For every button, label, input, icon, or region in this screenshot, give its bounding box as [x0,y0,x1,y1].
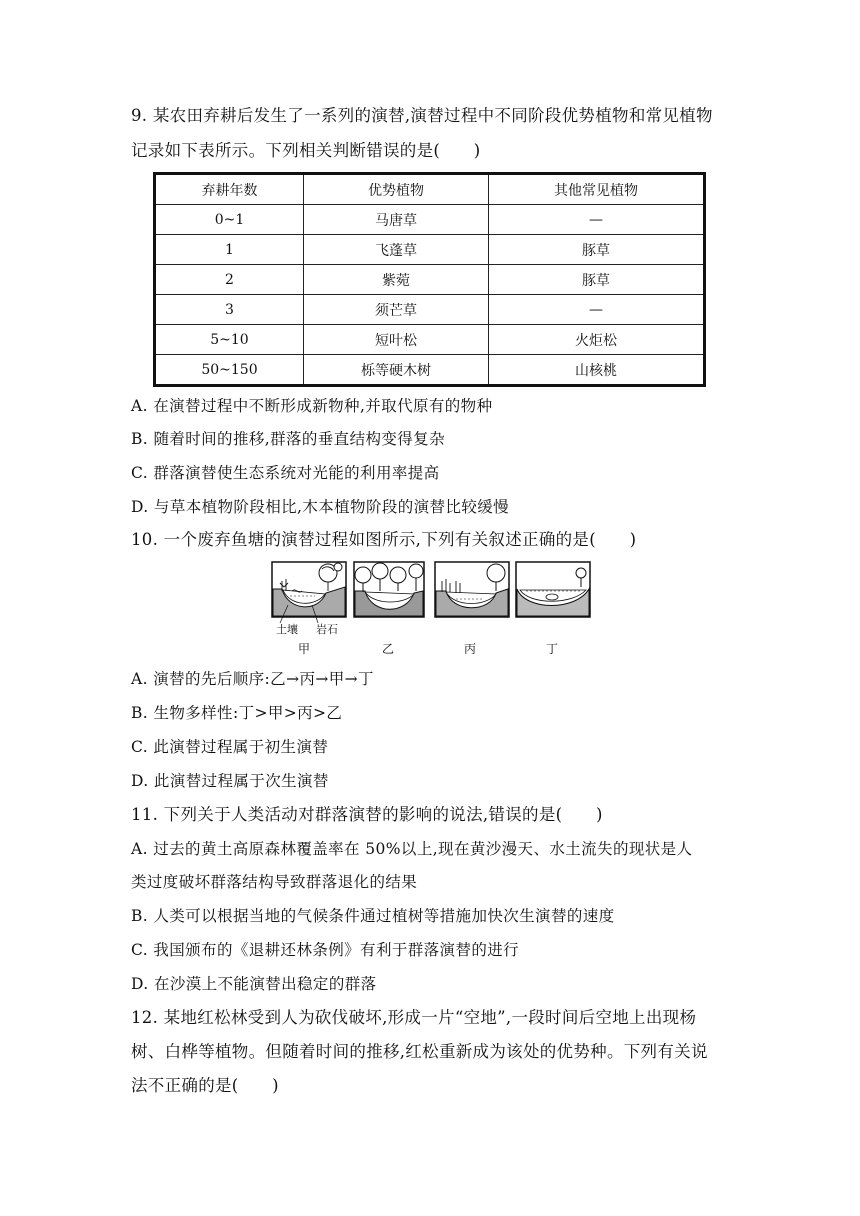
table-cell: 1 [155,235,304,265]
table-header-cell: 弃耕年数 [155,174,304,205]
panel-label-jia: 甲 [298,642,311,656]
table-cell: 豚草 [489,235,705,265]
q10-option-c: C. 此演替过程属于初生演替 [131,738,329,756]
panel-ding [516,562,590,617]
table-cell: — [489,295,705,325]
label-soil: 土壤 [276,624,298,636]
table-cell: 短叶松 [304,325,489,355]
table-cell: 50~150 [155,355,304,386]
q11-option-a: A. 过去的黄土高原森林覆盖率在 50%以上,现在黄沙漫天、水土流失的现状是人 [131,840,693,858]
q11-option-b: B. 人类可以根据当地的气候条件通过植树等措施加快次生演替的速度 [131,907,615,925]
table-cell: 紫菀 [304,265,489,295]
table-header-row [155,174,705,205]
q10-option-d: D. 此演替过程属于次生演替 [131,772,329,790]
table-row [155,235,705,265]
q12-stem-line3: 法不正确的是( ) [131,1076,279,1095]
q10-option-b: B. 生物多样性:丁>甲>丙>乙 [131,704,343,722]
table-row [155,355,705,386]
pond-succession-figure [270,561,592,657]
table-cell: — [489,205,705,235]
q12-stem-line2: 树、白桦等植物。但随着时间的推移,红松重新成为该处的优势种。下列有关说 [131,1042,708,1061]
q9-option-c: C. 群落演替使生态系统对光能的利用率提高 [131,464,440,482]
q9-option-d: D. 与草本植物阶段相比,木本植物阶段的演替比较缓慢 [131,498,510,516]
table-row [155,325,705,355]
q9-option-a: A. 在演替过程中不断形成新物种,并取代原有的物种 [131,397,493,415]
table-cell: 山核桃 [489,355,705,386]
table-row [155,265,705,295]
table-cell: 2 [155,265,304,295]
table-row [155,295,705,325]
table-cell: 3 [155,295,304,325]
q9-stem-line1: 9. 某农田弃耕后发生了一系列的演替,演替过程中不同阶段优势植物和常见植物 [131,106,713,125]
q9-stem-line2: 记录如下表所示。下列相关判断错误的是( ) [131,141,481,160]
table-row [155,205,705,235]
table-cell: 飞蓬草 [304,235,489,265]
succession-table [153,172,706,387]
q11-option-a-cont: 类过度破坏群落结构导致群落退化的结果 [131,873,418,891]
table-cell: 马唐草 [304,205,489,235]
panel-bing [435,562,509,617]
q12-stem-line1: 12. 某地红松林受到人为砍伐破坏,形成一片“空地”,一段时间后空地上出现杨 [131,1008,697,1027]
q11-option-c: C. 我国颁布的《退耕还林条例》有利于群落演替的进行 [131,941,520,959]
table-header-cell: 其他常见植物 [489,174,705,205]
table-cell: 豚草 [489,265,705,295]
table-header-cell: 优势植物 [304,174,489,205]
q11-stem: 11. 下列关于人类活动对群落演替的影响的说法,错误的是( ) [131,805,603,824]
table-cell: 栎等硬木树 [304,355,489,386]
table-cell: 火炬松 [489,325,705,355]
q9-option-b: B. 随着时间的推移,群落的垂直结构变得复杂 [131,430,445,448]
panel-label-bing: 丙 [464,642,477,656]
table-cell: 0~1 [155,205,304,235]
panel-label-ding: 丁 [546,642,559,656]
table-cell: 5~10 [155,325,304,355]
panel-label-yi: 乙 [382,642,395,656]
panel-yi [354,562,424,617]
label-rock: 岩石 [316,624,338,636]
panel-jia [272,562,346,623]
q10-stem: 10. 一个废弃鱼塘的演替过程如图所示,下列有关叙述正确的是( ) [131,530,637,549]
q11-option-d: D. 在沙漠上不能演替出稳定的群落 [131,975,377,993]
table-cell: 须芒草 [304,295,489,325]
q10-option-a: A. 演替的先后顺序:乙→丙→甲→丁 [131,670,374,688]
